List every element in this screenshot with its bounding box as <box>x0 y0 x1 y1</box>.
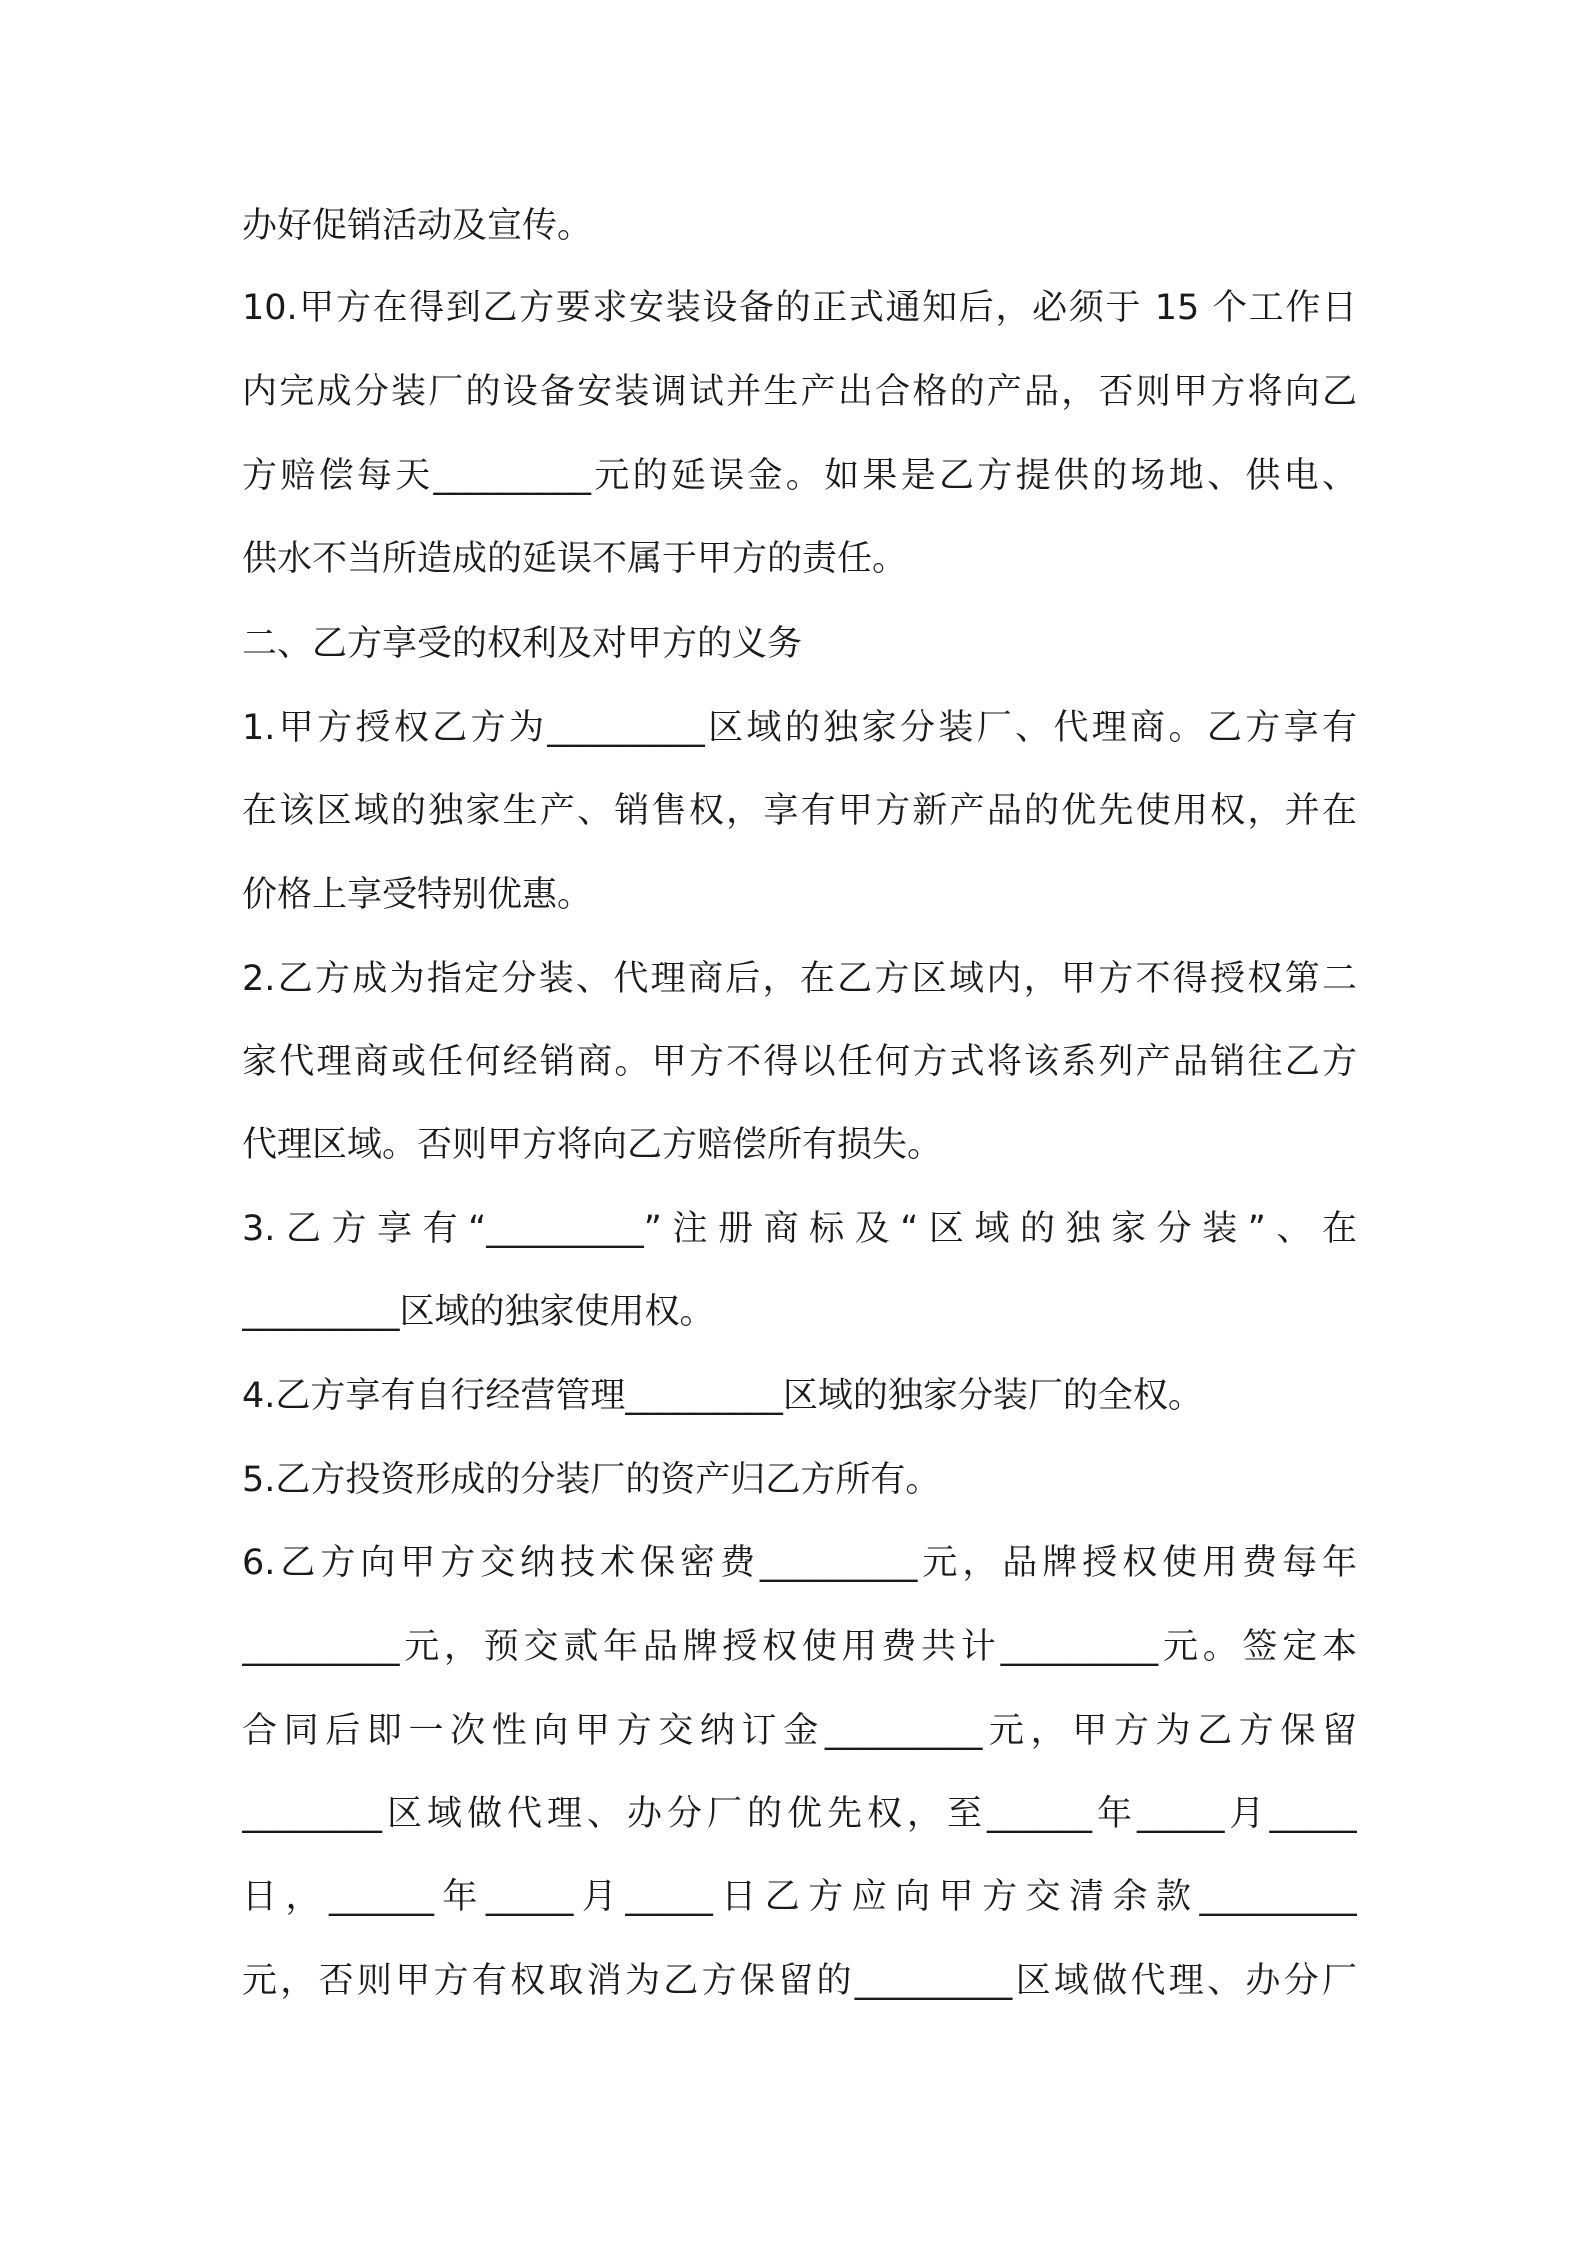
text-line: 4.乙方享有自行经营管理_________区域的独家分装厂的全权。 <box>242 1376 1203 1416</box>
text-line: 10.甲方在得到乙方要求安装设备的正式通知后，必须于 15 个工作日 <box>242 288 1357 328</box>
section-heading: 二、乙方享受的权利及对甲方的义务 <box>242 624 803 664</box>
text-line: 内完成分装厂的设备安装调试并生产出合格的产品，否则甲方将向乙 <box>242 372 1357 412</box>
text-line: 办好促销活动及宣传。 <box>242 206 593 246</box>
text-line: 方赔偿每天_________元的延误金。如果是乙方提供的场地、供电、 <box>242 456 1357 496</box>
text-line: 元，否则甲方有权取消为乙方保留的_________区域做代理、办分厂 <box>242 1961 1357 2001</box>
text-line: 在该区域的独家生产、销售权，享有甲方新产品的优先使用权，并在 <box>242 791 1357 831</box>
text-line: 家代理商或任何经销商。甲方不得以任何方式将该系列产品销往乙方 <box>242 1042 1357 1082</box>
text-line: 合同后即一次性向甲方交纳订金_________元，甲方为乙方保留 <box>242 1711 1357 1751</box>
text-line: 3.乙方享有“_________”注册商标及“区域的独家分装”、在 <box>242 1209 1357 1249</box>
text-line: _________区域的独家使用权。 <box>242 1292 715 1332</box>
text-line: 2.乙方成为指定分装、代理商后，在乙方区域内，甲方不得授权第二 <box>242 959 1357 999</box>
text-line: 5.乙方投资形成的分装厂的资产归乙方所有。 <box>242 1460 941 1500</box>
text-line: 供水不当所造成的延误不属于甲方的责任。 <box>242 539 908 579</box>
text-line: _________元，预交贰年品牌授权使用费共计_________元。签定本 <box>242 1627 1357 1667</box>
text-line: 代理区域。否则甲方将向乙方赔偿所有损失。 <box>242 1125 943 1165</box>
text-line: 6.乙方向甲方交纳技术保密费_________元，品牌授权使用费每年 <box>242 1543 1357 1583</box>
text-line: 日，______年_____月_____日乙方应向甲方交清余款_________ <box>242 1877 1357 1917</box>
text-line: ________区域做代理、办分厂的优先权，至______年_____月_____ <box>242 1794 1357 1834</box>
text-line: 价格上享受特别优惠。 <box>242 875 593 915</box>
text-line: 1.甲方授权乙方为_________区域的独家分装厂、代理商。乙方享有 <box>242 708 1357 748</box>
